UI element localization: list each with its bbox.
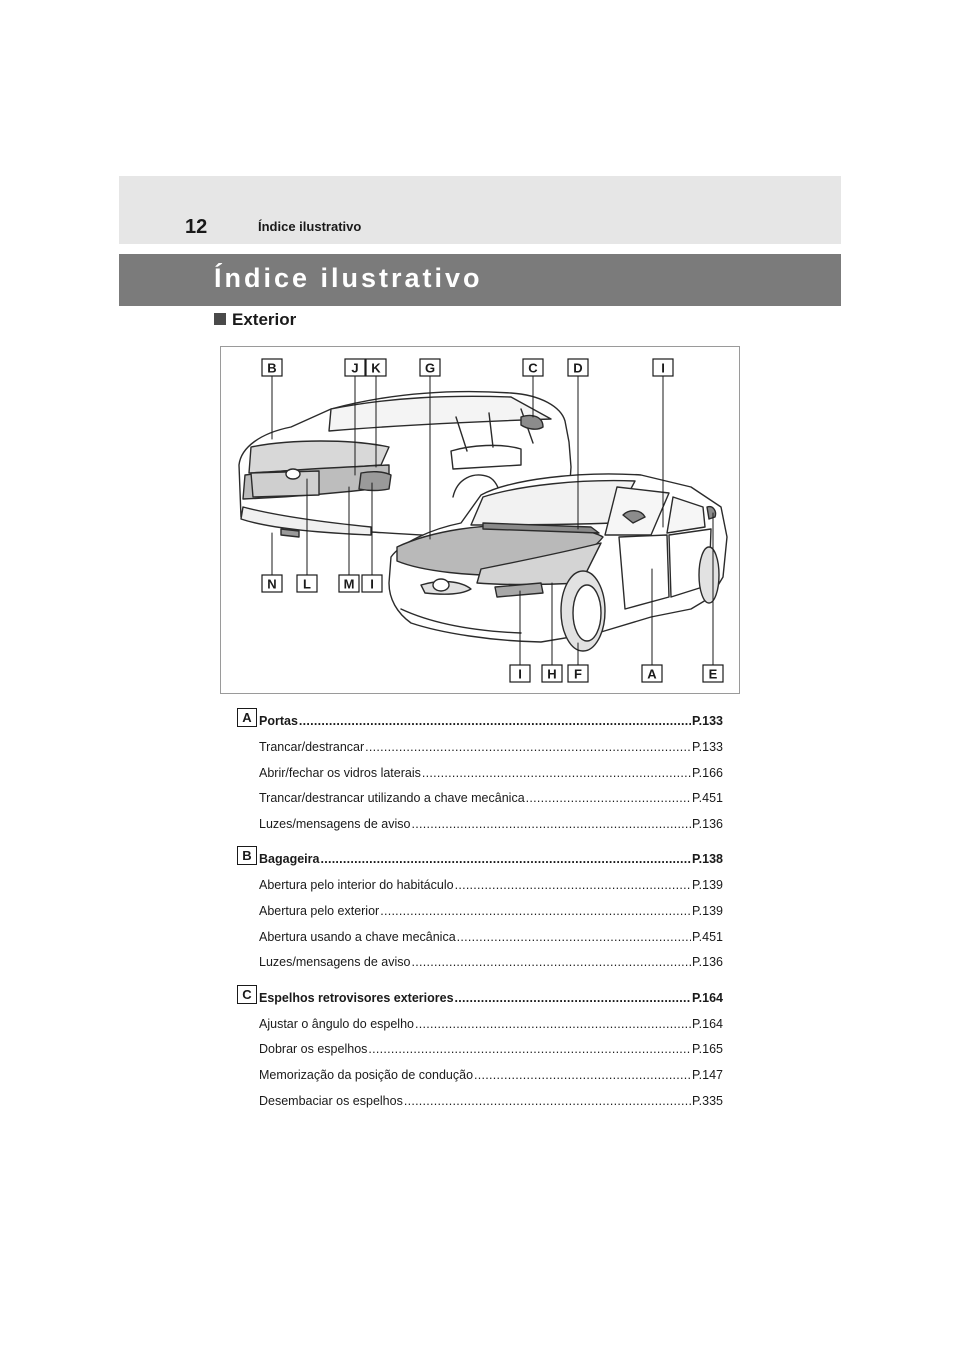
callout-letter: I [661, 360, 665, 376]
sub-entry-label: Memorização da posição de condução [259, 1067, 474, 1082]
sub-entry[interactable] [237, 734, 723, 760]
callout-letter: M [343, 576, 355, 592]
sub-entry[interactable] [237, 872, 723, 898]
sub-entry-page: P.136 [691, 955, 723, 970]
entry-label: Portas [259, 714, 298, 728]
square-bullet-icon [214, 313, 226, 325]
sub-entry-page: P.165 [691, 1042, 723, 1057]
sub-entry-label: Trancar/destrancar [259, 740, 365, 754]
sub-entry-label: Ajustar o ângulo do espelho [259, 1016, 414, 1031]
callout-letter: J [351, 360, 359, 376]
callout-c [523, 359, 543, 376]
callout-letter: H [547, 666, 557, 682]
sub-entry[interactable] [237, 811, 723, 837]
letter-badge: A [237, 708, 257, 727]
sub-entry-page: P.335 [691, 1093, 723, 1108]
sub-entry-label: Luzes/mensagens de aviso [259, 955, 411, 970]
sub-entry-page: P.451 [691, 791, 723, 806]
callout-f [568, 665, 588, 682]
callout-letter: L [303, 576, 311, 592]
header-bar [119, 176, 841, 244]
callout-n [262, 575, 282, 592]
sub-entry-page: P.133 [691, 740, 723, 754]
sub-entry[interactable] [237, 898, 723, 924]
sub-entry-page: P.164 [691, 1016, 723, 1031]
sub-entry-label: Abertura pelo exterior [259, 903, 380, 918]
entry-portas[interactable] [237, 708, 723, 734]
callout-letter: B [267, 360, 277, 376]
callout-letter: C [528, 360, 538, 376]
callout-k [366, 359, 386, 376]
sub-entry-page: P.147 [691, 1067, 723, 1082]
exterior-illustration [220, 346, 740, 694]
car-drawing [221, 347, 739, 693]
sub-entry-page: P.451 [691, 929, 723, 944]
callout-d [568, 359, 588, 376]
callout-i [653, 359, 673, 376]
sub-entry[interactable] [237, 924, 723, 950]
callout-letter: D [573, 360, 583, 376]
sub-entry-label: Luzes/mensagens de aviso [259, 816, 411, 831]
section-title: Exterior [232, 310, 297, 329]
section-heading [214, 309, 296, 331]
callout-i-bottom [510, 665, 530, 682]
callout-letter: I [370, 576, 374, 592]
sub-entry[interactable] [237, 949, 723, 975]
page-title: Índice ilustrativo [214, 263, 483, 293]
sub-entry[interactable] [237, 1036, 723, 1062]
letter-badge: B [237, 846, 257, 865]
sub-entry-label: Abertura usando a chave mecânica [259, 929, 456, 944]
entry-bagageira[interactable] [237, 846, 723, 872]
callout-m [339, 575, 359, 592]
callout-letter: A [647, 666, 657, 682]
callout-a [642, 665, 662, 682]
sub-entry-label: Dobrar os espelhos [259, 1042, 368, 1057]
sub-entry-label: Abrir/fechar os vidros laterais [259, 765, 421, 780]
entry-espelhos[interactable] [237, 985, 723, 1011]
sub-entry[interactable] [237, 1011, 723, 1037]
sub-entry-page: P.139 [691, 878, 723, 893]
letter-badge: C [237, 985, 257, 1004]
callout-letter: K [371, 360, 381, 376]
callout-i-mid [362, 575, 382, 592]
sub-entry[interactable] [237, 760, 723, 786]
sub-entry-label: Trancar/destrancar utilizando a chave mecânica [259, 791, 525, 806]
sub-entry-page: P.136 [691, 816, 723, 831]
index-entries [237, 704, 723, 1113]
callout-l [297, 575, 317, 592]
sub-entry-label: Desembaciar os espelhos [259, 1093, 403, 1108]
entry-label: Espelhos retrovisores exteriores [259, 990, 454, 1005]
callout-letter: E [708, 666, 718, 682]
callout-letter: F [574, 666, 582, 682]
callout-letter: I [518, 666, 522, 682]
callout-b [262, 359, 282, 376]
callout-e [703, 665, 723, 682]
callout-letter: G [424, 360, 436, 376]
sub-entry-page: P.139 [691, 903, 723, 918]
sub-entry-page: P.166 [691, 765, 723, 780]
entry-page: P.133 [691, 714, 723, 728]
entry-page: P.138 [691, 852, 723, 867]
entry-page: P.164 [691, 990, 723, 1005]
sub-entry[interactable] [237, 1088, 723, 1114]
callout-h [542, 665, 562, 682]
callout-g [420, 359, 440, 376]
sub-entry-label: Abertura pelo interior do habitáculo [259, 878, 454, 893]
callout-letter: N [267, 576, 277, 592]
callout-j [345, 359, 365, 376]
sub-entry[interactable] [237, 785, 723, 811]
entry-label: Bagageira [259, 852, 320, 867]
running-title: Índice ilustrativo [258, 219, 362, 234]
page-number: 12 [185, 216, 208, 238]
sub-entry[interactable] [237, 1062, 723, 1088]
